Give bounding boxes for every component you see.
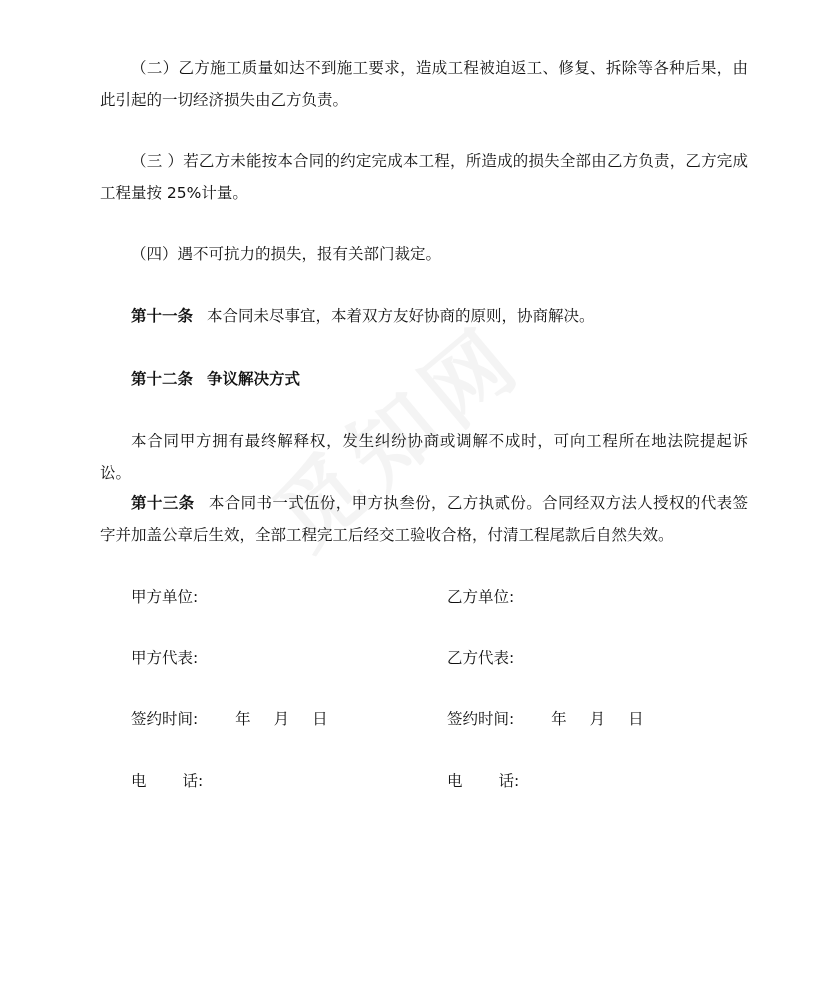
phone-label-char-2: 话:: [498, 772, 520, 790]
article-11-heading: 第十一条: [131, 307, 194, 325]
phone-label-char-2: 话:: [182, 772, 204, 790]
party-a-sign-time: [131, 703, 328, 735]
article-12-text: 本合同甲方拥有最终解释权，发生纠纷协商或调解不成时，可向工程所在地法院提起诉讼。: [100, 432, 748, 482]
article-11-text: 本合同未尽事宜，本着双方友好协商的原则，协商解决。: [207, 307, 595, 325]
party-b-phone-label: [447, 765, 519, 797]
party-b-rep-label: 乙方代表:: [447, 649, 515, 667]
year-label: 年: [551, 710, 567, 728]
party-a-rep-label: 甲方代表:: [131, 649, 199, 667]
clause-4-paragraph: （四）遇不可抗力的损失，报有关部门裁定。: [131, 245, 442, 263]
month-label: 月: [589, 710, 606, 728]
party-a-unit-label: 甲方单位:: [131, 588, 199, 606]
clause-3-paragraph: （三 ）若乙方未能按本合同的约定完成本工程，所造成的损失全部由乙方负责，乙方完成工程量按 25%计量。: [100, 152, 748, 202]
article-13-heading: 第十三条: [131, 494, 195, 512]
year-label: 年: [235, 710, 251, 728]
party-b-sign-time: [447, 703, 644, 735]
article-12-title: 争议解决方式: [207, 370, 301, 388]
day-label: 日: [312, 710, 328, 728]
phone-label-char-1: 电: [447, 772, 463, 790]
month-label: 月: [273, 710, 290, 728]
article-13: [100, 487, 748, 551]
article-13-text: 本合同书一式伍份，甲方执叁份，乙方执贰份。合同经双方法人授权的代表签字并加盖公章后生效，全部工程完工后经交工验收合格，付清工程尾款后自然失效。: [100, 494, 748, 544]
day-label: 日: [628, 710, 644, 728]
article-12-title-line: [100, 363, 748, 395]
party-b-unit-label: 乙方单位:: [447, 588, 515, 606]
article-12-heading: 第十二条: [131, 370, 194, 388]
phone-label-char-1: 电: [131, 772, 147, 790]
sign-time-label: 签约时间:: [447, 710, 515, 728]
article-11: [100, 300, 748, 332]
clause-2-paragraph: （二）乙方施工质量如达不到施工要求，造成工程被迫返工、修复、拆除等各种后果，由此引起的一切经济损失由乙方负责。: [100, 59, 748, 109]
sign-time-label: 签约时间:: [131, 710, 199, 728]
party-a-phone-label: [131, 765, 203, 797]
